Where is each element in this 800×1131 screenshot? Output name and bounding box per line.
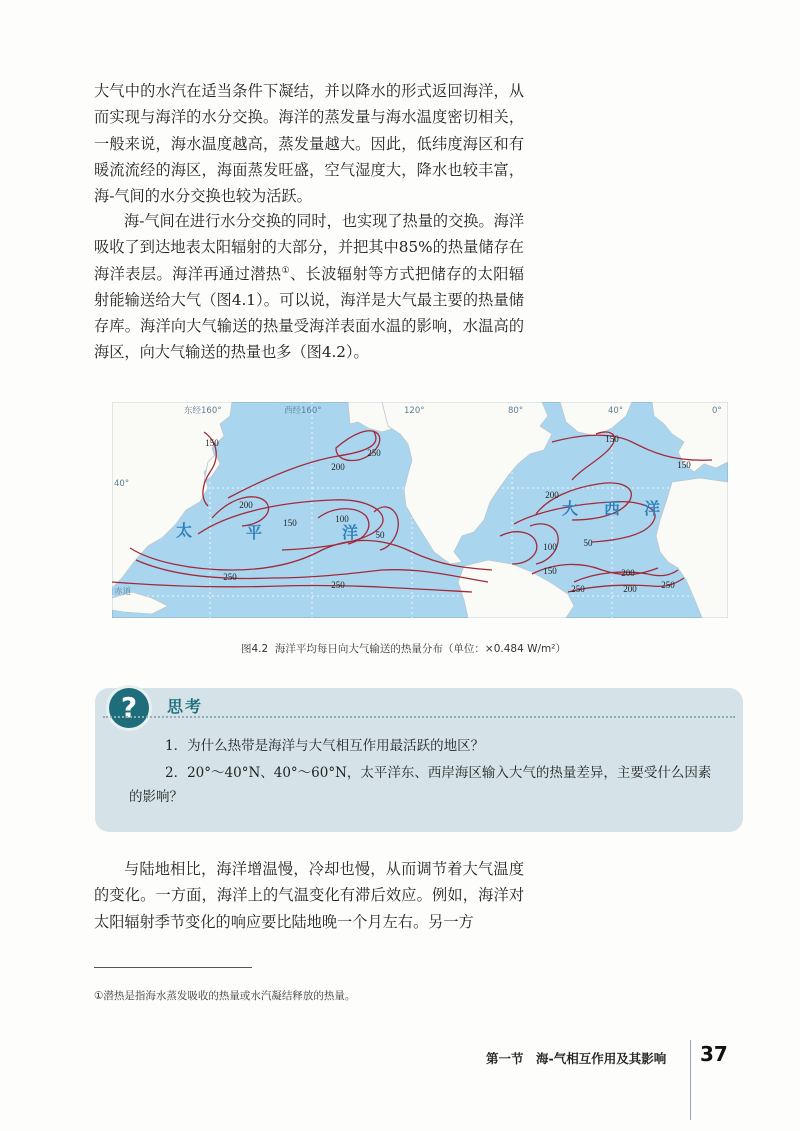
isoline-label: 250 [223,572,237,582]
ocean-name-pacific: 平 [245,523,263,542]
paragraph-temperature-regulation: 与陆地相比，海洋增温慢，冷却也慢，从而调节着大气温度的变化。一方面，海洋上的气温变化有滞后效应。例如，海洋对太阳辐射季节变化的响应要比陆地晚一个月左右。另一方 [94,860,524,931]
isoline-label: 100 [543,542,557,552]
page-number: 37 [700,1042,728,1066]
think-divider [103,716,735,718]
paragraph-heat-exchange [94,208,524,366]
figure-caption-text: 海洋平均每日向大气输送的热量分布（单位：×0.484 W/m²） [274,643,566,655]
footnote-marker[interactable]: ① [281,265,291,276]
ocean-name-atlantic: 大 [561,499,579,518]
figure-number: 图4.2 [241,643,269,655]
footer-divider [690,1040,691,1120]
longitude-label: 0° [712,406,722,416]
isoline-label: 50 [583,538,593,548]
think-question-2: 2．20°～40°N、40°～60°N，太平洋东、西岸海区输入大气的热量差异，主要受什么因素的影响？ [129,765,712,805]
paragraph-heat-exchange-part2: 、长波辐射等方式把储存的太阳辐射能输送给大气（图4.1）。可以说，海洋是大气最主要的热量储存库。海洋向大气输送的热量受海洋表面水温的影响，水温高的海区，向大气输送的热量也多（图4.2）。 [94,264,525,362]
think-question-1: 1．为什么热带是海洋与大气相互作用最活跃的地区？ [165,738,485,754]
isoline-label: 150 [205,438,219,448]
longitude-label: 东经160° [184,406,222,416]
isoline-label: 100 [335,514,349,524]
paragraph-water-exchange: 大气中的水汽在适当条件下凝结，并以降水的形式返回海洋，从而实现与海洋的水分交换。海洋的蒸发量与海水温度密切相关，一般来说，海水温度越高，蒸发量越大。因此，低纬度海区和有暖流流经的海区，海面蒸发旺盛，空气湿度大，降水也较丰富，海-气间的水分交换也较为活跃。 [94,82,524,206]
longitude-label: 40° [608,406,624,416]
isoline-label: 250 [331,580,345,590]
ocean-name-atlantic: 洋 [643,499,661,518]
longitude-label: 120° [404,406,425,416]
longitude-label: 西经160° [284,406,322,416]
isoline-label: 150 [283,518,297,528]
footer-section-title: 第一节 海-气相互作用及其影响 [486,1051,667,1066]
footnote-divider [94,967,252,968]
isoline-label: 200 [239,500,253,510]
think-box [95,688,743,832]
paragraph-heat-exchange-part1: 海-气间在进行水分交换的同时，也实现了热量的交换。海洋吸收了到达地表太阳辐射的大部分，并把其中85%的热量储存在海洋表层。海洋再通过潜热 [94,212,525,283]
ocean-name-atlantic: 西 [603,499,621,518]
isoline-label: 200 [331,462,345,472]
heat-flux-map [112,402,728,618]
latitude-label: 赤道 [114,587,132,597]
ocean-name-pacific: 太 [175,521,193,540]
map-svg [112,402,728,618]
isoline-label: 250 [367,448,381,458]
isoline-label: 200 [621,568,635,578]
ocean-name-pacific: 洋 [341,523,359,542]
isoline-label: 50 [375,530,385,540]
question-icon: ? [109,688,149,728]
isoline-label: 200 [623,584,637,594]
isoline-label: 200 [545,490,559,500]
footnote: ①潜热是指海水蒸发吸收的热量或水汽凝结释放的热量。 [94,990,356,1002]
figure-caption [241,641,701,656]
isoline-label: 250 [661,580,675,590]
longitude-label: 80° [508,406,524,416]
think-title: 思考 [167,697,204,716]
latitude-label: 40° [114,479,130,489]
isoline-label: 150 [543,566,557,576]
isoline-label: 250 [571,584,585,594]
isoline-label: 150 [605,434,619,444]
isoline-label: 150 [677,460,691,470]
